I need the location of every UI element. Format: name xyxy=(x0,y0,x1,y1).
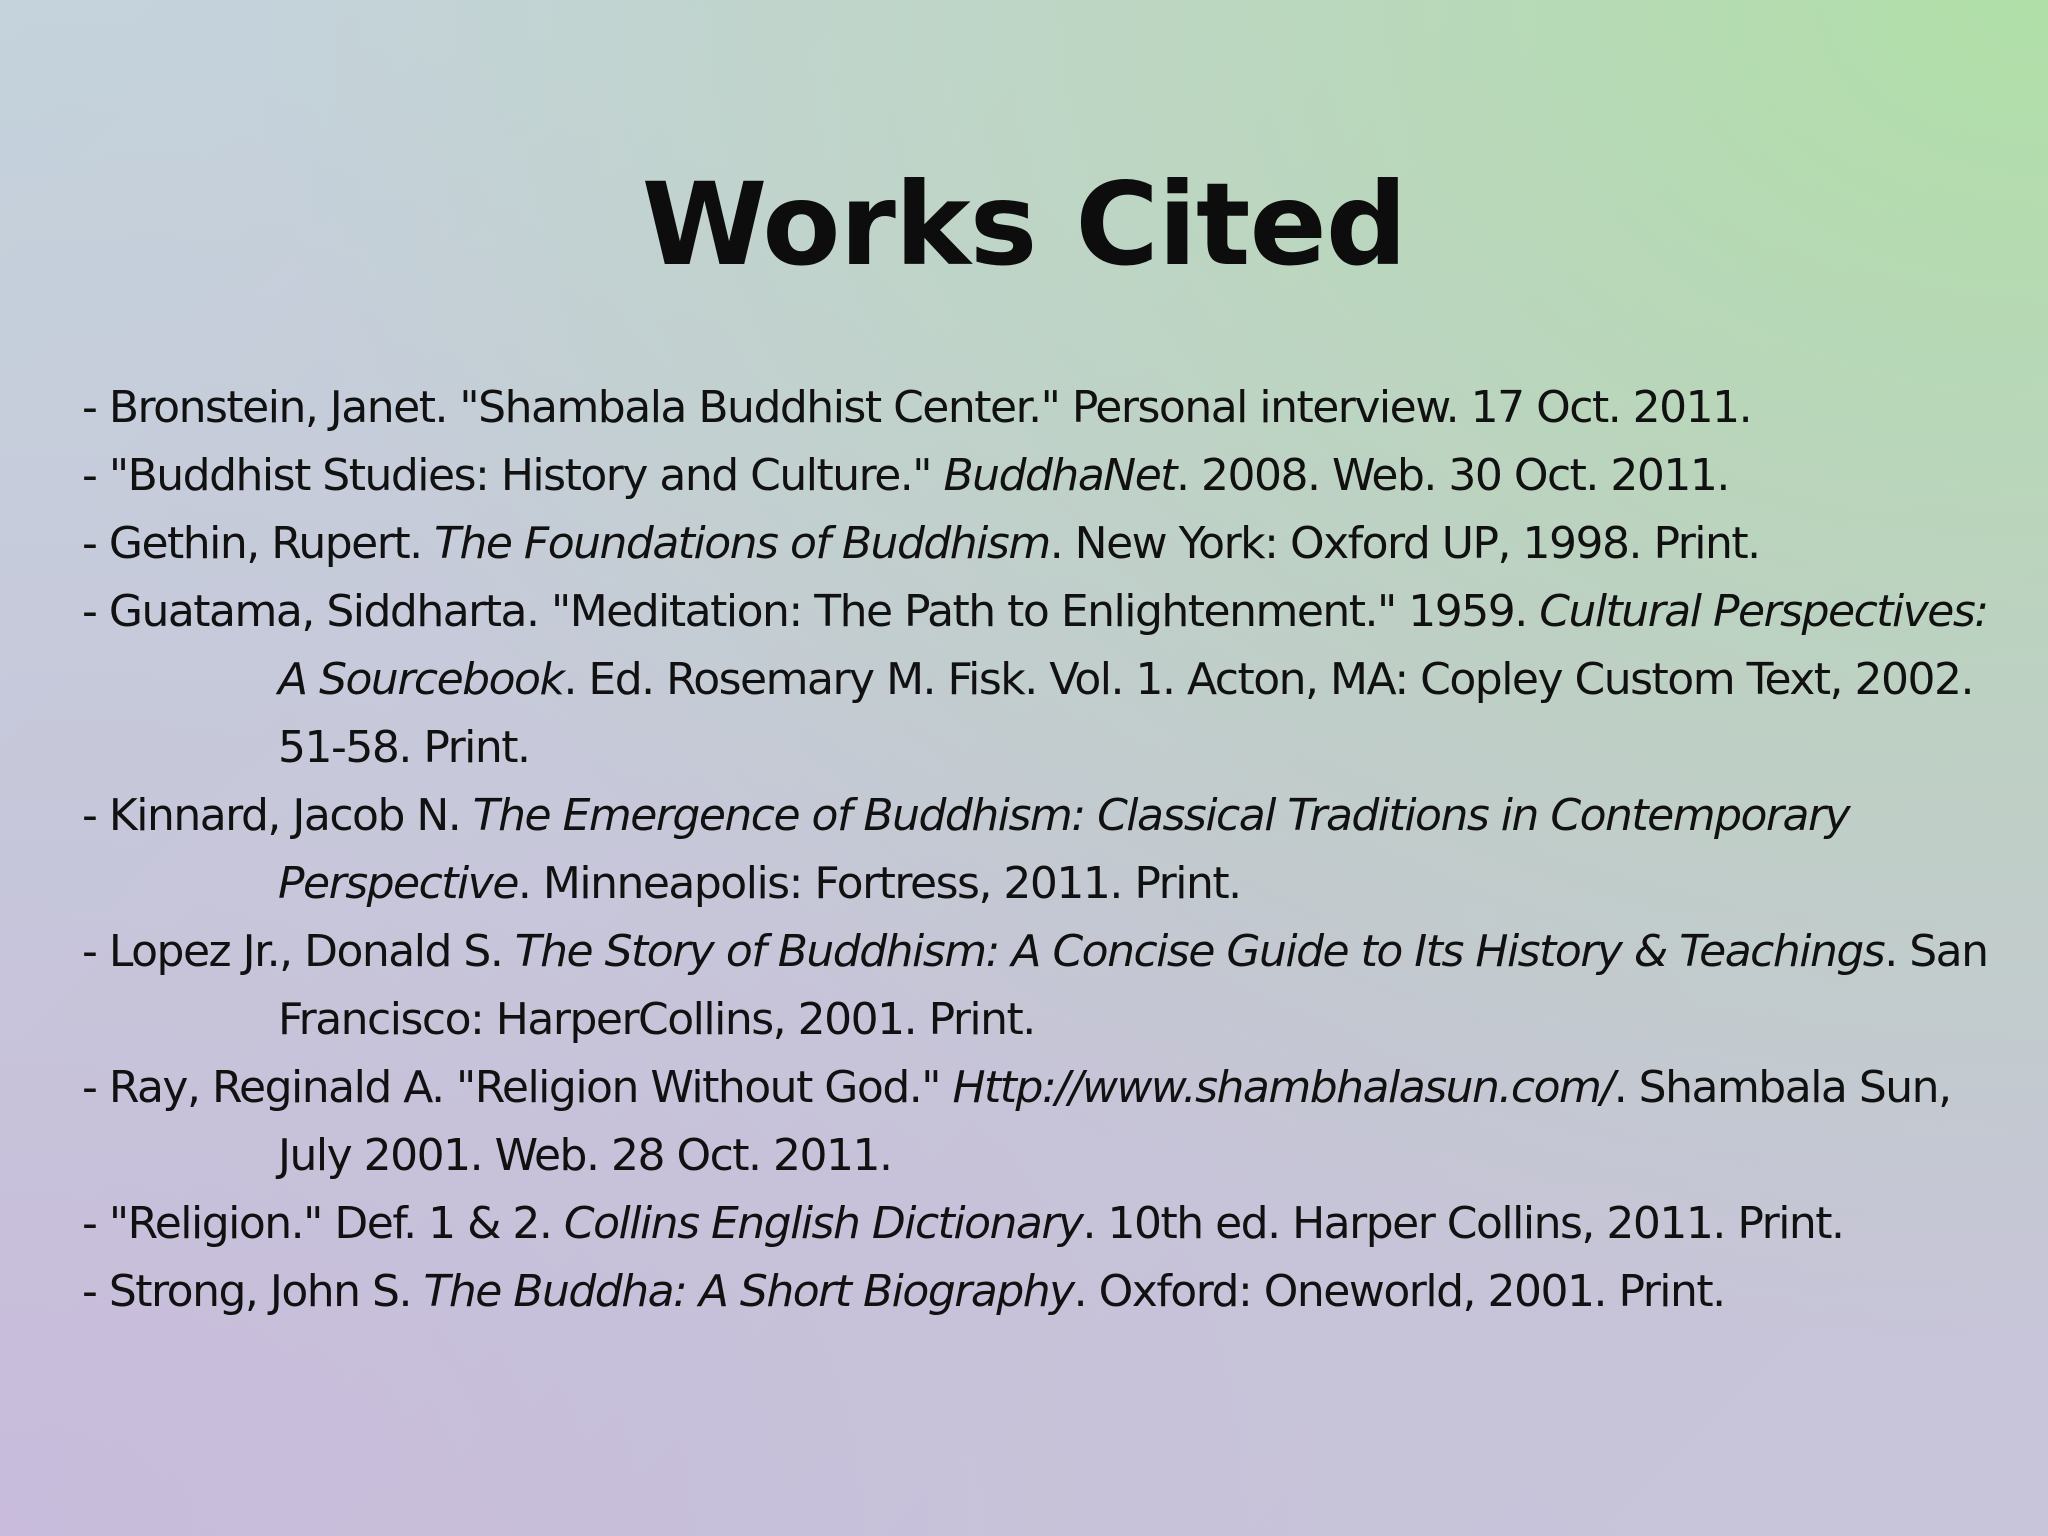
citation-italic-title: The Story of Buddhism: A Concise Guide to Its History & Teachings xyxy=(514,926,1885,977)
citation-text: - "Religion." Def. 1 & 2. xyxy=(82,1198,564,1249)
citation-item xyxy=(82,442,2002,510)
citation-italic-title: Http://www.shambhalasun.com/ xyxy=(952,1062,1614,1113)
citation-text: - Kinnard, Jacob N. xyxy=(82,790,473,841)
citation-item xyxy=(82,1054,2002,1190)
citation-italic-title: Collins English Dictionary xyxy=(563,1198,1083,1249)
citation-item xyxy=(82,510,2002,578)
citation-item xyxy=(82,578,2002,782)
citation-text: - Guatama, Siddharta. "Meditation: The Path to Enlightenment." 1959. xyxy=(82,586,1540,637)
citation-text-after: . New York: Oxford UP, 1998. Print. xyxy=(1049,518,1760,569)
citation-italic-title: The Buddha: A Short Biography xyxy=(423,1266,1074,1317)
citation-item xyxy=(82,1190,2002,1258)
citation-text: - Gethin, Rupert. xyxy=(82,518,435,569)
citation-item xyxy=(82,374,2002,442)
citation-text: - Bronstein, Janet. "Shambala Buddhist Center." Personal interview. 17 Oct. 2011. xyxy=(82,382,1752,433)
citation-text: - "Buddhist Studies: History and Culture." xyxy=(82,450,944,501)
citation-item xyxy=(82,782,2002,918)
citation-italic-title: The Foundations of Buddhism xyxy=(434,518,1050,569)
citation-item xyxy=(82,918,2002,1054)
citation-italic-title: BuddhaNet xyxy=(943,450,1177,501)
citation-text: - Lopez Jr., Donald S. xyxy=(82,926,515,977)
citation-text-after: . 10th ed. Harper Collins, 2011. Print. xyxy=(1082,1198,1844,1249)
citation-list xyxy=(82,374,2002,1326)
citation-text: - Ray, Reginald A. "Religion Without God." xyxy=(82,1062,953,1113)
citation-italic-title: The Emergence of Buddhism: Classical Traditions in Contemporary Perspective xyxy=(278,790,1850,909)
citation-text-after: . 2008. Web. 30 Oct. 2011. xyxy=(1176,450,1729,501)
citation-italic-title: Cultural Perspectives: A Sourcebook xyxy=(278,586,1988,705)
citation-text-after: . Minneapolis: Fortress, 2011. Print. xyxy=(517,858,1241,909)
citation-text-after: . Oxford: Oneworld, 2001. Print. xyxy=(1073,1266,1725,1317)
citation-text-after: . San Francisco: HarperCollins, 2001. Print. xyxy=(278,926,1988,1045)
citation-item xyxy=(82,1258,2002,1326)
citation-text: - Strong, John S. xyxy=(82,1266,424,1317)
citation-text-after: . Ed. Rosemary M. Fisk. Vol. 1. Acton, MA: Copley Custom Text, 2002. 51-58. Print. xyxy=(278,654,1973,773)
citation-text-after: . Shambala Sun, July 2001. Web. 28 Oct. 2011. xyxy=(278,1062,1951,1181)
slide-title: Works Cited xyxy=(641,158,1407,291)
